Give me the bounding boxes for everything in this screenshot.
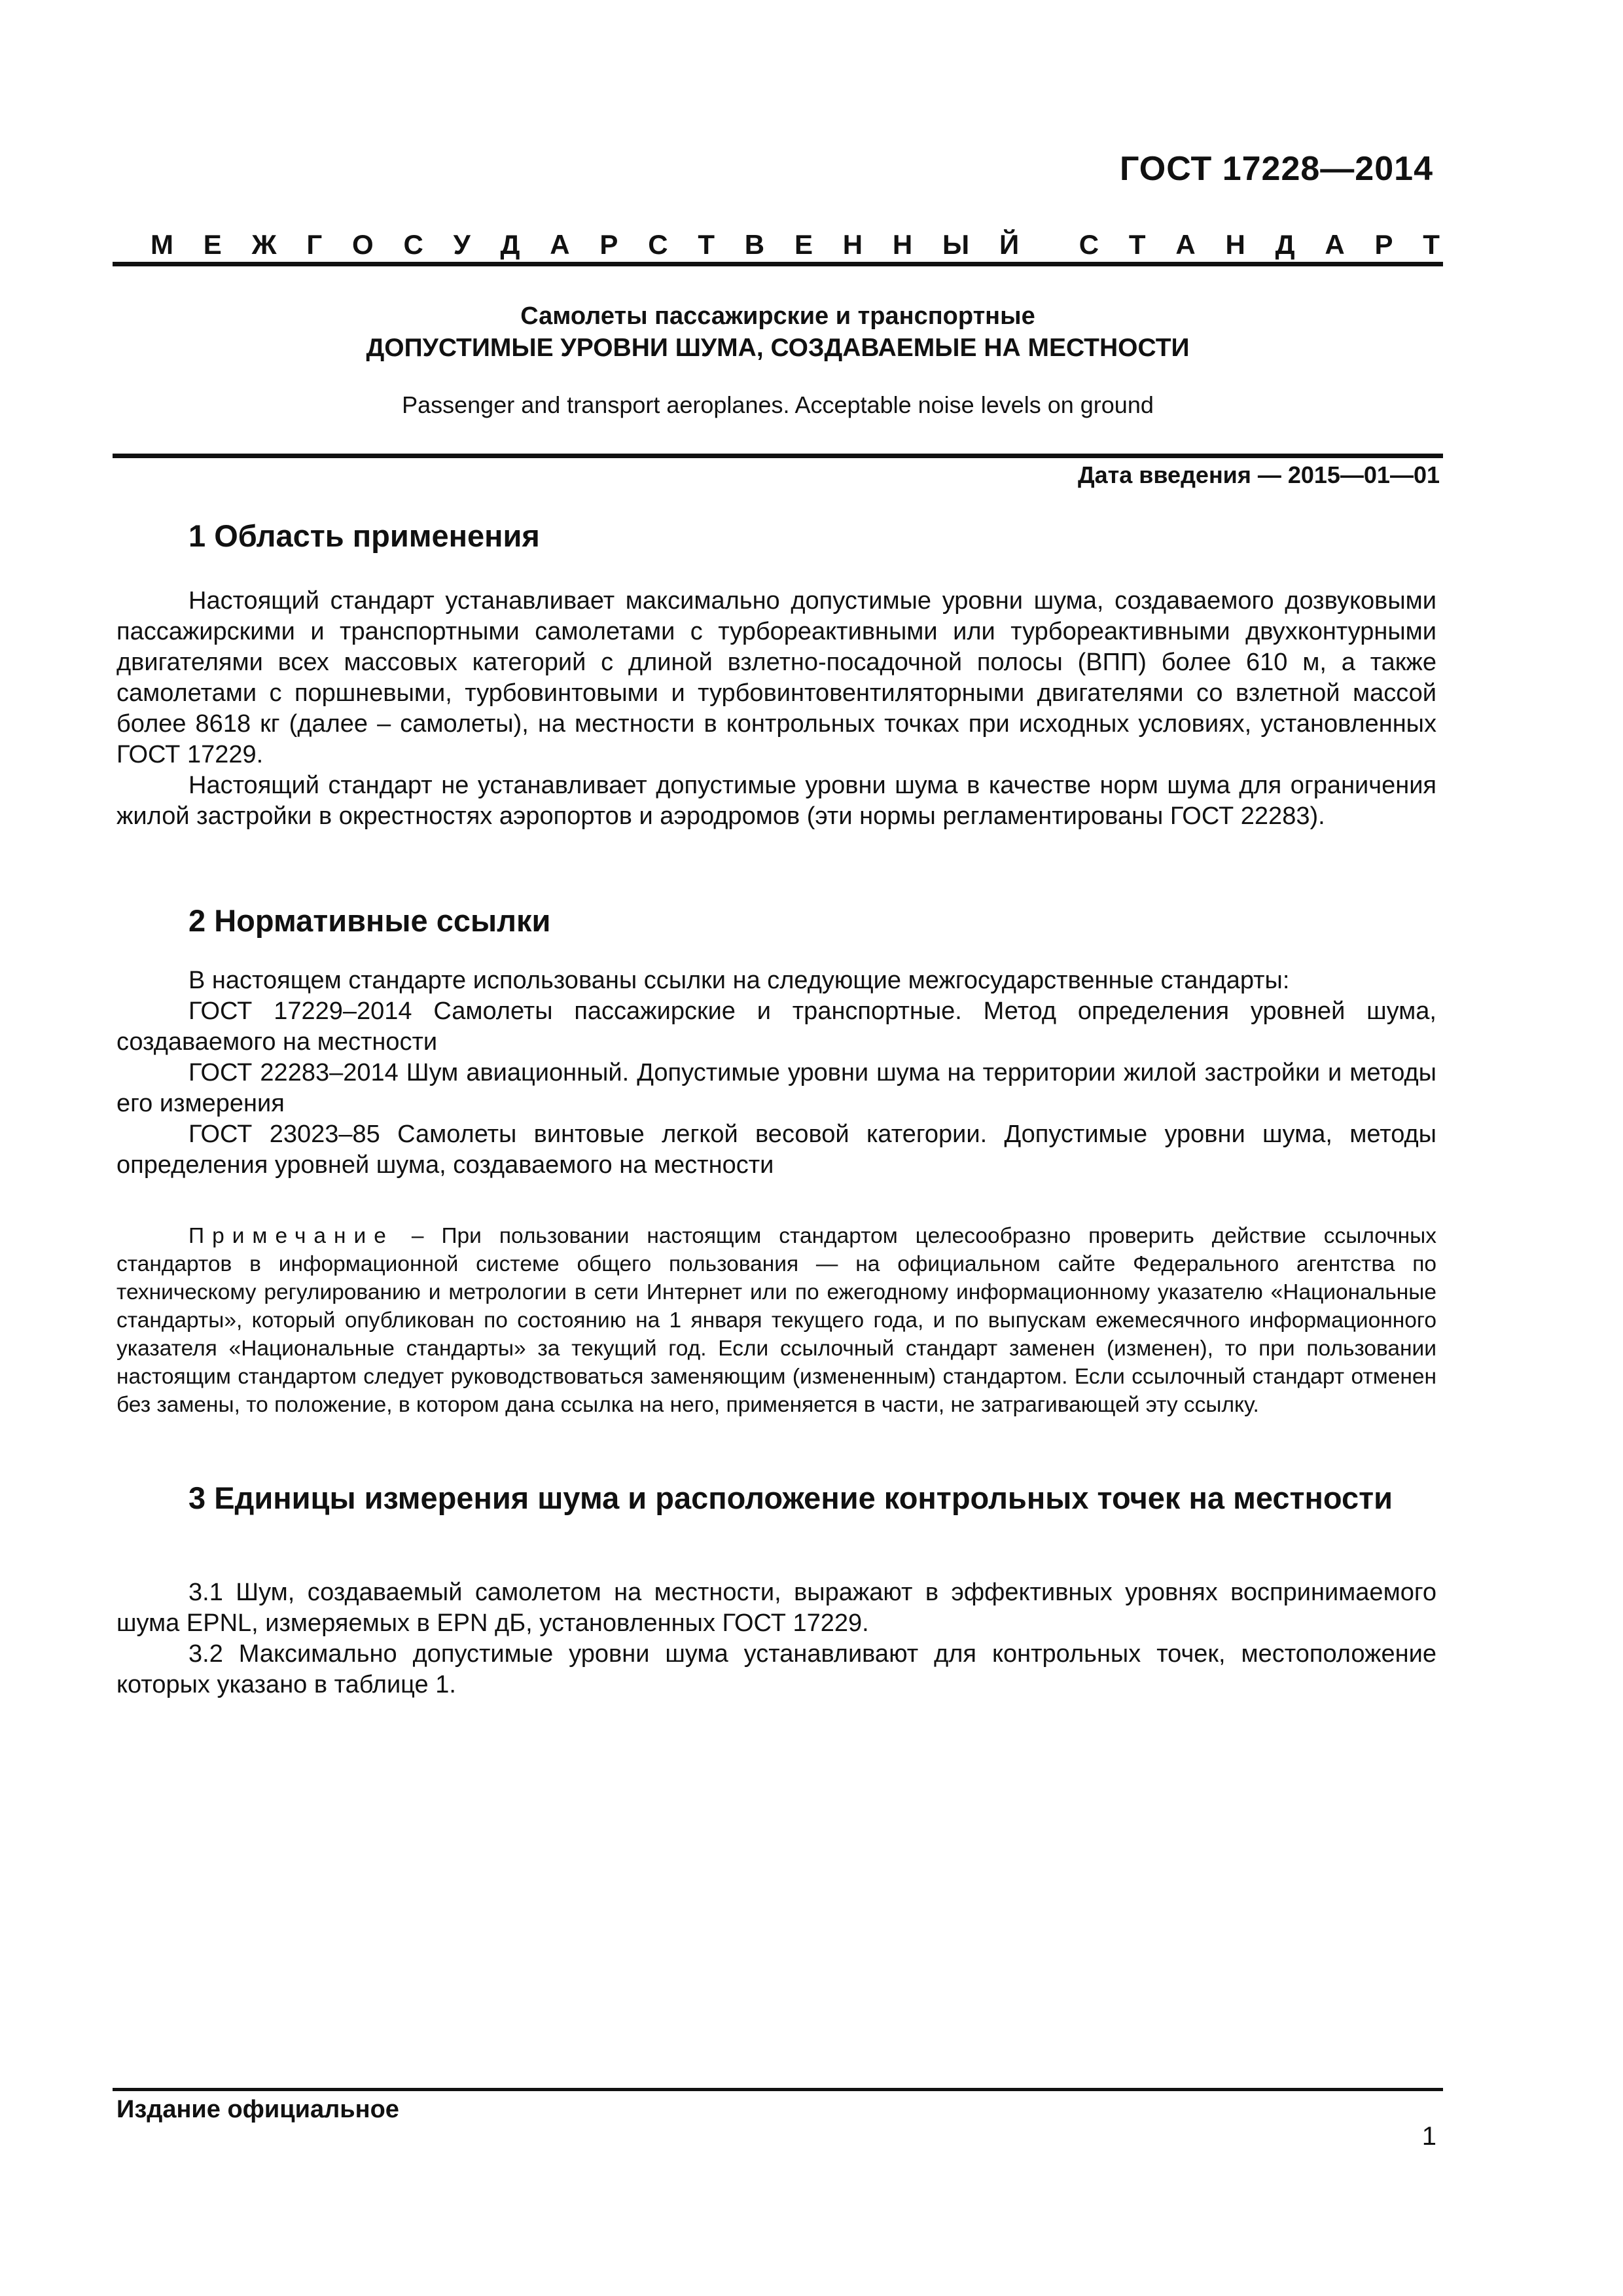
note-paragraph [116,1222,1436,1419]
banner-letter: Ы [942,229,970,260]
header-divider [113,262,1443,266]
banner-letter: Н [842,229,863,260]
banner-letter: М [151,229,173,260]
footer-divider [113,2088,1443,2091]
section-3-heading: 3 Единицы измерения шума и расположение контрольных точек на местности [188,1480,1393,1515]
note-label: Примечание [188,1224,394,1248]
banner-letter: Р [1374,229,1393,260]
title-russian-line-1: Самолеты пассажирские и транспортные [520,302,1035,330]
banner-letter: Ж [251,229,277,260]
paragraph: В настоящем стандарте использованы ссылки на следующие межгосударственные стандарты: [188,967,1290,994]
note-text: – При пользовании настоящим стандартом целесообразно проверить действие ссылочных стандартов в информационной системе общего пользования — на официальном сайте Федерального агентства по техническому регулированию и метрологии в сети Интернет или по ежегодному информационному указателю «Национальные стандарты», который опубликован по состоянию на 1 января текущего года, и по выпускам ежемесячного информационного указателя «Национальные стандарты» за текущий год. Если ссылочный стандарт заменен (изменен), то при пользовании настоящим стандартом следует руководствоваться заменяющим (измененным) стандартом. Если ссылочный стандарт отменен без замены, то положение, в котором дана ссылка на него, применяется в части, не затрагивающей эту ссылку. [116,1224,1436,1417]
title-divider [113,454,1443,458]
title-russian-line-2: ДОПУСТИМЫЕ УРОВНИ ШУМА, СОЗДАВАЕМЫЕ НА МЕСТНОСТИ [366,334,1190,362]
banner-letter: Е [794,229,813,260]
page-number: 1 [1421,2122,1436,2151]
banner-letter: С [1079,229,1099,260]
banner-letter: Р [599,229,618,260]
banner-letter: Н [892,229,913,260]
section-2-heading: 2 Нормативные ссылки [188,903,551,938]
banner-letter: У [453,229,471,260]
banner-letter: Й [999,229,1020,260]
banner-letter: Д [1275,229,1295,260]
edition-label: Издание официальное [116,2096,399,2123]
section-2-body [116,965,1436,1181]
date-of-introduction: Дата введения — 2015—01—01 [1077,461,1440,488]
reference-item: ГОСТ 22283–2014 Шум авиационный. Допустимые уровни шума на территории жилой застройки и методы его измерения [116,1059,1436,1117]
banner-letter: С [403,229,423,260]
banner-letter: Т [1423,229,1440,260]
section-1-body [116,586,1436,832]
paragraph: 3.2 Максимально допустимые уровни шума устанавливают для контрольных точек, местоположение которых указано в таблице 1. [116,1640,1436,1698]
banner-letter: Т [1128,229,1146,260]
banner-letter: А [1325,229,1345,260]
document-number: ГОСТ 17228—2014 [1120,150,1433,188]
banner-letter: С [648,229,668,260]
interstate-standard-banner [151,229,1440,260]
banner-letter: Т [698,229,715,260]
section-1-heading: 1 Область применения [188,518,540,553]
banner-letter: А [550,229,570,260]
banner-letter: Е [203,229,222,260]
banner-letter: Н [1225,229,1245,260]
paragraph: Настоящий стандарт устанавливает максимально допустимые уровни шума, создаваемого дозвуковыми пассажирскими и транспортными самолетами с турбореактивными или турбореактивными двухконтурными двигателями всех массовых категорий с длиной взлетно-посадочной полосы (ВПП) более 610 м, а также самолетами с поршневыми, турбовинтовыми и турбовинтовентиляторными двигателями со взлетной массой более 8618 кг (далее – самолеты), на местности в контрольных точках при исходных условиях, установленных ГОСТ 17229. [116,587,1436,768]
banner-letter: В [744,229,765,260]
paragraph: 3.1 Шум, создаваемый самолетом на местности, выражают в эффективных уровнях воспринимаемого шума EPNL, измеряемых в EPN дБ, установленных ГОСТ 17229. [116,1579,1436,1637]
section-3-body [116,1577,1436,1700]
banner-letter: О [351,229,374,260]
note-block [116,1222,1436,1419]
banner-letter: Г [306,229,323,260]
reference-item: ГОСТ 23023–85 Самолеты винтовые легкой весовой категории. Допустимые уровни шума, методы определения уровней шума, создаваемого на местности [116,1121,1436,1179]
banner-letter: Д [500,229,520,260]
title-english: Passenger and transport aeroplanes. Acceptable noise levels on ground [402,391,1154,418]
reference-item: ГОСТ 17229–2014 Самолеты пассажирские и транспортные. Метод определения уровней шума, создаваемого на местности [116,997,1436,1056]
paragraph: Настоящий стандарт не устанавливает допустимые уровни шума в качестве норм шума для ограничения жилой застройки в окрестностях аэропортов и аэродромов (эти нормы регламентированы ГОСТ 22283). [116,772,1436,830]
banner-letter: А [1175,229,1196,260]
